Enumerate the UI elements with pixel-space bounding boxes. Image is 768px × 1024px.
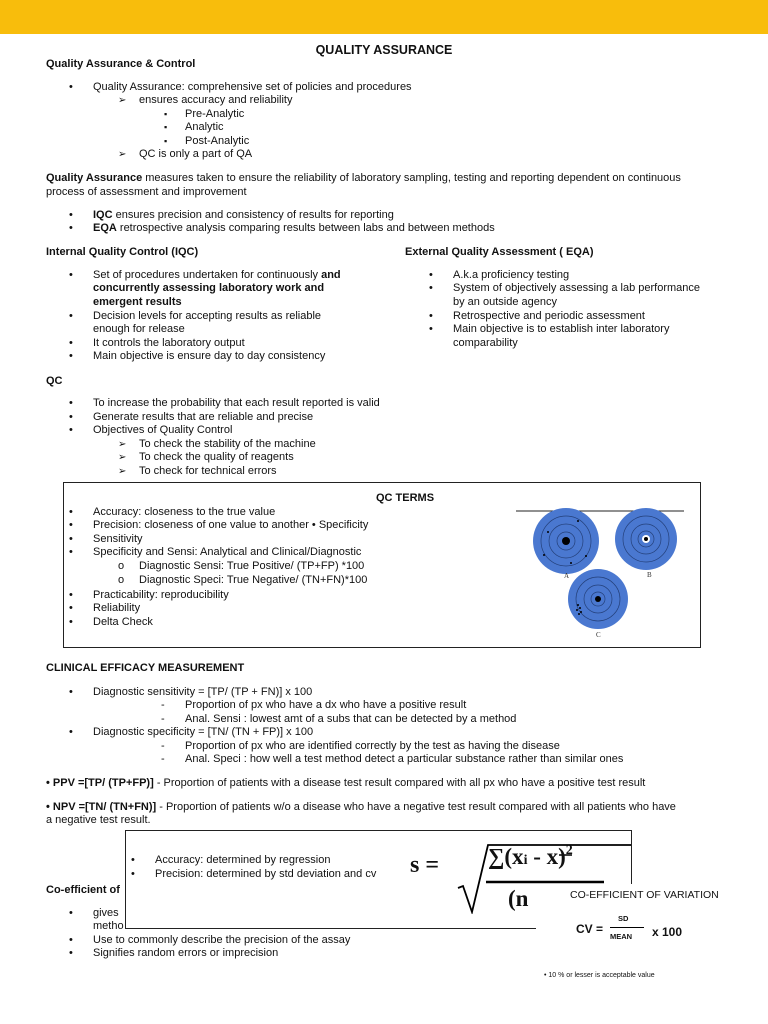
iqc-summary	[93, 209, 394, 223]
sd-numerator	[488, 844, 573, 870]
clinical-item: • Diagnostic specificity = [TN/ (TN + FP)] x 100	[93, 726, 313, 740]
cv-heading: Co-efficient of	[46, 884, 120, 896]
box-item: • Precision: determined by std deviation and cv	[155, 868, 376, 882]
cv-times: x 100	[652, 925, 683, 939]
qc-objective: ➢ To check the quality of reagents	[139, 451, 294, 465]
qc-term-item: • Precision: closeness of one value to another • Specificity	[93, 519, 368, 533]
qc-term-item: • Delta Check	[93, 616, 153, 630]
qa-def-text: measures taken to ensure the reliability of laboratory sampling, testing and reporting dependent on continuous	[142, 172, 681, 184]
eqa-item: • A.k.a proficiency testing	[453, 269, 569, 283]
eqa-item-cont: comparability	[453, 337, 518, 349]
qc-term-item: • Sensitivity	[93, 533, 143, 547]
npv-text: - Proportion of patients w/o a disease who have a negative test result compared with all patients who have	[156, 801, 676, 813]
phase-item: ▪ Analytic	[185, 121, 224, 135]
qac-item: • Quality Assurance: comprehensive set of policies and procedures	[93, 81, 412, 95]
qc-term-item: • Specificity and Sensi: Analytical and Clinical/Diagnostic	[93, 546, 361, 560]
eqa-term: EQA	[93, 222, 117, 234]
clinical-sub: - Proportion of px who have a dx who have a positive result	[185, 699, 466, 713]
qc-term-item: • Accuracy: closeness to the true value	[93, 506, 275, 520]
iqc-heading: Internal Quality Control (IQC)	[46, 246, 199, 258]
sd-symbol: s =	[410, 852, 440, 878]
clinical-sub: - Proportion of px who are identified correctly by the test as having the disease	[185, 740, 560, 754]
qc-term-item: • Practicability: reproducibility	[93, 589, 229, 603]
eqa-heading: External Quality Assessment ( EQA)	[405, 246, 594, 258]
qa-definition	[46, 172, 746, 199]
phase-item: ▪ Post-Analytic	[185, 135, 249, 149]
cv-item: • Signifies random errors or imprecision	[93, 947, 278, 961]
phase-item: ▪ Pre-Analytic	[185, 108, 244, 122]
clinical-sub: - Anal. Speci : how well a test method detect a particular substance rather than similar ones	[185, 753, 623, 767]
ppv-text: - Proportion of patients with a disease test result compared with all px who have a positive test result	[153, 777, 646, 789]
npv-label: • NPV =[TN/ (TN+FN)]	[46, 801, 157, 813]
qa-term: Quality Assurance	[46, 172, 143, 184]
cv-image-title: CO-EFFICIENT OF VARIATION	[570, 889, 719, 901]
ppv-label: • PPV =[TP/ (TP+FP)]	[46, 777, 154, 789]
iqc-item-cont: emergent results	[93, 296, 182, 308]
iqc-item: • Main objective is ensure day to day consistency	[93, 350, 325, 364]
qc-terms-heading: QC TERMS	[376, 492, 435, 504]
target-label: B	[647, 571, 652, 579]
cv-item: • gives	[93, 907, 119, 921]
clinical-item: • Diagnostic sensitivity = [TP/ (TP + FN)] x 100	[93, 686, 312, 700]
eqa-item: • Retrospective and periodic assessment	[453, 310, 645, 324]
cv-frac-bottom: MEAN	[610, 932, 633, 941]
cv-frac-top: SD	[618, 914, 629, 923]
cv-label: CV =	[576, 922, 604, 936]
sd-sup-2: 2	[565, 843, 573, 858]
clinical-sub: - Anal. Sensi : lowest amt of a subs that can be detected by a method	[185, 713, 516, 727]
eqa-item-cont: by an outside agency	[453, 296, 557, 308]
target-c	[568, 569, 628, 629]
eqa-item: • System of objectively assessing a lab performance	[453, 282, 700, 296]
sd-num-text2: - x)	[527, 844, 566, 869]
iqc-item	[93, 269, 341, 283]
page-title: QUALITY ASSURANCE	[315, 43, 453, 57]
target-label: A	[564, 572, 570, 580]
qc-item: • Generate results that are reliable and precise	[93, 411, 313, 425]
cv-item-cont: metho	[93, 920, 124, 932]
qc-term-item: • Reliability	[93, 602, 140, 616]
qac-heading: Quality Assurance & Control	[46, 58, 196, 70]
iqc-item-cont: enough for release	[93, 323, 185, 335]
cv-note: • 10 % or lesser is acceptable value	[544, 972, 655, 979]
qc-term-sub: o Diagnostic Speci: True Negative/ (TN+FN)*100	[139, 574, 367, 588]
qc-term-sub: o Diagnostic Sensi: True Positive/ (TP+FP) *100	[139, 560, 364, 574]
qc-item: • Objectives of Quality Control	[93, 424, 232, 438]
npv-line-cont: a negative test result.	[46, 814, 151, 826]
iqc-item: • It controls the laboratory output	[93, 337, 245, 351]
eqa-summary	[93, 222, 495, 236]
target-b	[615, 508, 677, 570]
eqa-item: • Main objective is to establish inter laboratory	[453, 323, 669, 337]
top-color-bar	[0, 0, 768, 34]
cv-fraction-bar	[610, 927, 644, 928]
qac-sub-item: ➢ QC is only a part of QA	[139, 148, 252, 162]
sd-num-text: ∑(x	[488, 844, 524, 869]
ppv-line	[46, 777, 645, 791]
iqc-term: IQC	[93, 209, 113, 221]
qa-def-text: process of assessment and improvement	[46, 185, 247, 198]
npv-line	[46, 801, 676, 815]
qc-objective: ➢ To check for technical errors	[139, 465, 277, 479]
box-item: • Accuracy: determined by regression	[155, 854, 330, 868]
qc-heading: QC	[46, 375, 63, 387]
sd-sub-i: i	[523, 853, 528, 868]
iqc-text-bold: and	[321, 269, 341, 281]
iqc-text: Set of procedures undertaken for continuously	[93, 269, 322, 281]
iqc-item-cont: concurrently assessing laboratory work and	[93, 282, 325, 294]
target-label: C	[596, 631, 601, 639]
cv-formula-image	[536, 884, 718, 989]
eqa-summary-text: retrospective analysis comparing results between labs and between methods	[116, 222, 495, 234]
qc-objective: ➢ To check the stability of the machine	[139, 438, 316, 452]
qc-item: • To increase the probability that each result reported is valid	[93, 397, 380, 411]
sd-denominator: (n	[508, 886, 529, 911]
target-a	[533, 508, 599, 574]
qac-sub-item: ➢ ensures accuracy and reliability	[139, 94, 292, 108]
cv-item: • Use to commonly describe the precision of the assay	[93, 934, 350, 948]
iqc-item: • Decision levels for accepting results as reliable	[93, 310, 321, 324]
iqc-summary-text: ensures precision and consistency of results for reporting	[112, 209, 394, 221]
accuracy-precision-targets	[510, 506, 690, 641]
clinical-heading: CLINICAL EFFICACY MEASUREMENT	[46, 662, 245, 674]
